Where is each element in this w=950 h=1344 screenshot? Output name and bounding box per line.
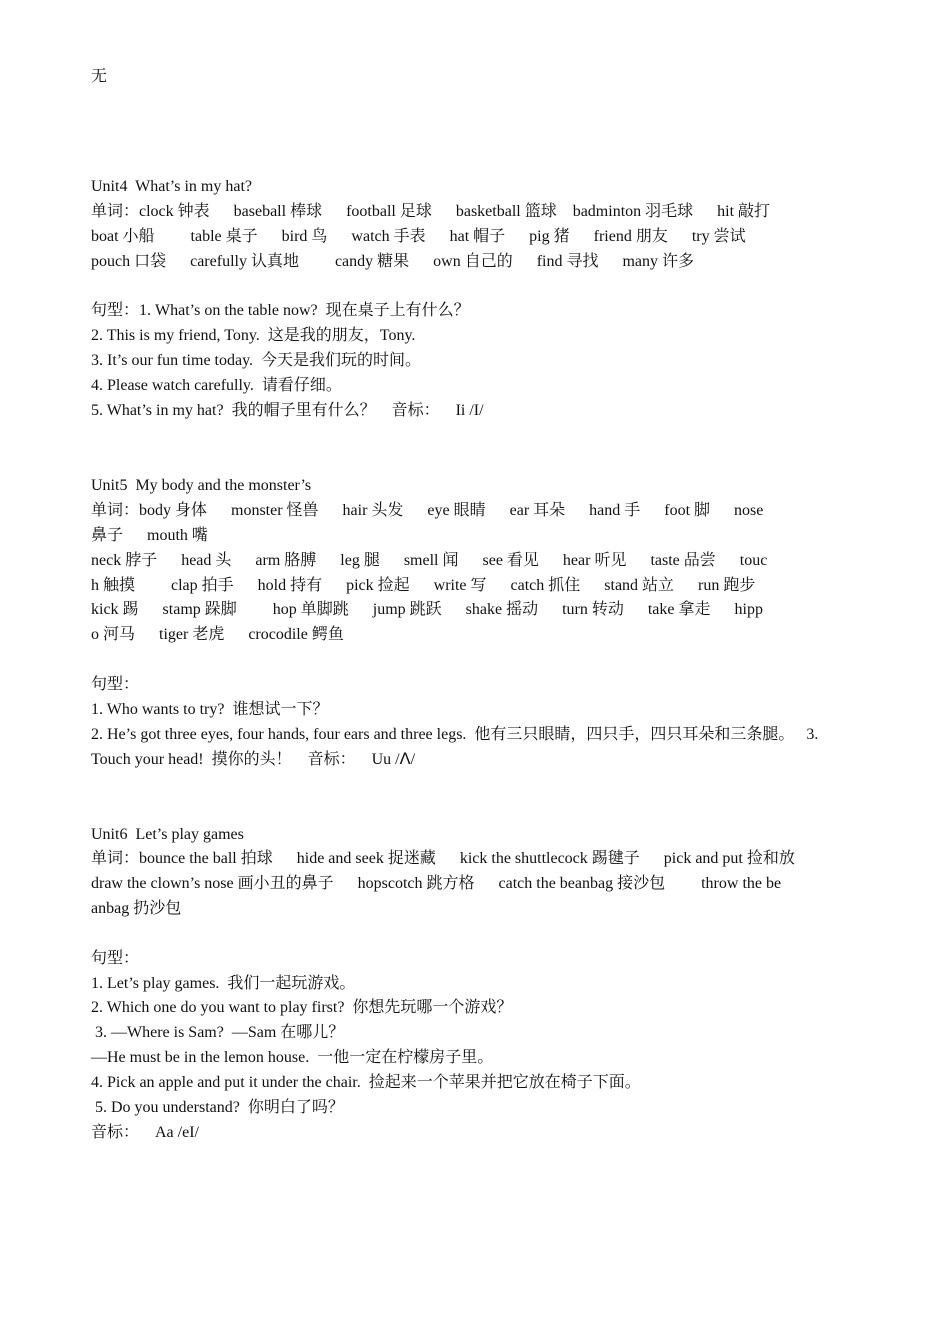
unit4-sentence-2: 2. This is my friend, Tony. 这是我的朋友，Tony. — [91, 327, 416, 344]
unit4-title: Unit4 What’s in my hat? — [91, 178, 253, 195]
unit5-sentence-2: 2. He’s got three eyes, four hands, four ears and three legs. 他有三只眼睛，四只手，四只耳朵和三条腿。 3. — [91, 726, 819, 743]
unit6-sentence-1: 1. Let’s play games. 我们一起玩游戏。 — [91, 975, 356, 992]
unit6-title: Unit6 Let’s play games — [91, 826, 244, 843]
unit6-sentence-5: 5. Do you understand? 你明白了吗？ — [91, 1099, 344, 1116]
unit4-sentence-4: 4. Please watch carefully. 请看仔细。 — [91, 377, 342, 394]
unit5-vocab-line-4: h 触摸 clap 拍手 hold 持有 pick 捡起 write 写 catch 抓住 stand 站立 run 跑步 — [91, 577, 756, 594]
unit6-sentence-3a: 3. —Where is Sam? —Sam 在哪儿？ — [91, 1024, 345, 1041]
unit6-sentences-heading: 句型： — [91, 950, 140, 967]
unit4-vocab-line-3: pouch 口袋 carefully 认真地 candy 糖果 own 自己的 find 寻找 many 许多 — [91, 253, 695, 270]
unit5-vocab-line-3: neck 脖子 head 头 arm 胳膊 leg 腿 smell 闻 see 看见 hear 听见 taste 品尝 touc — [91, 552, 768, 569]
unit5-sentence-3: Touch your head! 摸你的头！ 音标： Uu /ᐱ/ — [91, 751, 416, 768]
unit4-sentence-3: 3. It’s our fun time today. 今天是我们玩的时间。 — [91, 352, 422, 369]
header-text: 无 — [91, 68, 108, 85]
unit6-phonics: 音标： Aa /eI/ — [91, 1124, 199, 1141]
unit5-vocab-line-1: 单词：body 身体 monster 怪兽 hair 头发 eye 眼睛 ear 耳朵 hand 手 foot 脚 nose — [91, 502, 764, 519]
unit4-sentence-5: 5. What’s in my hat? 我的帽子里有什么？ 音标： Ii /I/ — [91, 402, 484, 419]
unit4-sentence-1: 句型：1. What’s on the table now? 现在桌子上有什么？ — [91, 302, 470, 319]
unit4-vocab-line-1: 单词：clock 钟表 baseball 棒球 football 足球 basketball 篮球 badminton 羽毛球 hit 敲打 — [91, 203, 771, 220]
unit5-vocab-line-5: kick 踢 stamp 跺脚 hop 单脚跳 jump 跳跃 shake 摇动 turn 转动 take 拿走 hipp — [91, 601, 763, 618]
unit5-vocab-line-2: 鼻子 mouth 嘴 — [91, 527, 208, 544]
unit5-title: Unit5 My body and the monster’s — [91, 477, 312, 494]
unit6-vocab-line-2: draw the clown’s nose 画小丑的鼻子 hopscotch 跳方格 catch the beanbag 接沙包 throw the be — [91, 875, 782, 892]
unit6-vocab-line-3: anbag 扔沙包 — [91, 900, 182, 917]
unit6-sentence-2: 2. Which one do you want to play first? 你想先玩哪一个游戏？ — [91, 999, 513, 1016]
unit4-vocab-line-2: boat 小船 table 桌子 bird 鸟 watch 手表 hat 帽子 pig 猪 friend 朋友 try 尝试 — [91, 228, 746, 245]
unit6-sentence-4: 4. Pick an apple and put it under the chair. 捡起来一个苹果并把它放在椅子下面。 — [91, 1074, 641, 1091]
unit5-sentence-1: 1. Who wants to try? 谁想试一下？ — [91, 701, 329, 718]
unit6-sentence-3b: —He must be in the lemon house. 一他一定在柠檬房子里。 — [91, 1049, 494, 1066]
unit6-vocab-line-1: 单词：bounce the ball 拍球 hide and seek 捉迷藏 kick the shuttlecock 踢毽子 pick and put 捡和放 — [91, 850, 795, 867]
unit5-vocab-line-6: o 河马 tiger 老虎 crocodile 鳄鱼 — [91, 626, 344, 643]
unit5-sentences-heading: 句型： — [91, 676, 140, 693]
